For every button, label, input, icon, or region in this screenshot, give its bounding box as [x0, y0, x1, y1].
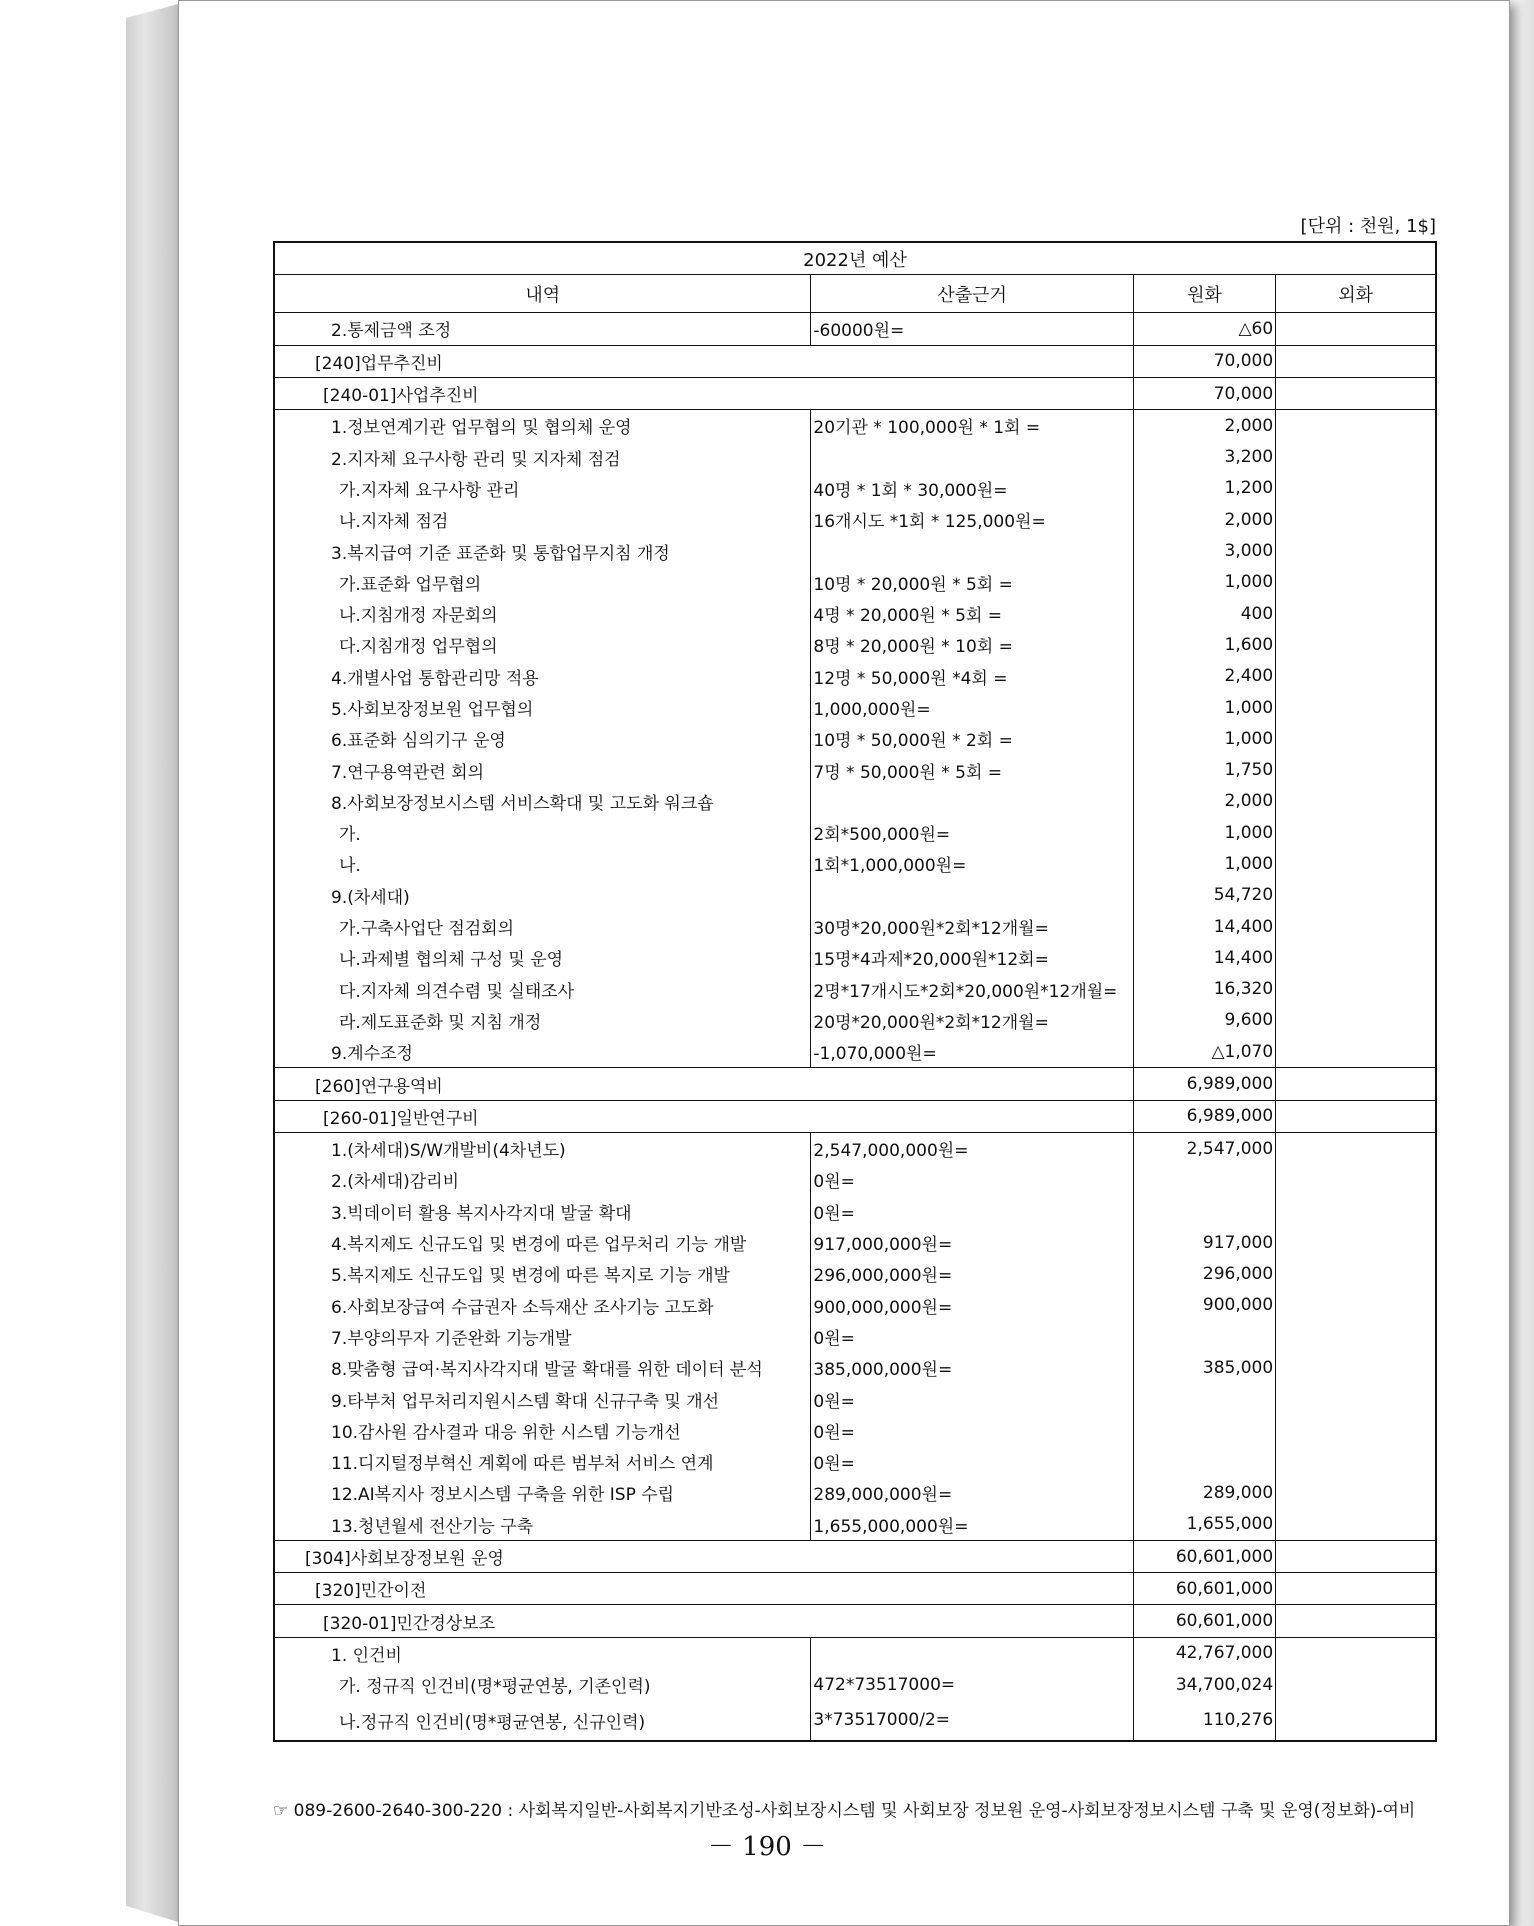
budget-table	[273, 241, 1437, 1742]
row-fx	[1276, 1605, 1436, 1637]
row-basis: 4명 * 20,000원 * 5회 =	[811, 598, 1134, 629]
table-row	[274, 1700, 1436, 1741]
row-fx	[1276, 1164, 1436, 1195]
row-desc: 4.개별사업 통합관리망 적용	[274, 661, 811, 692]
row-krw: 54,720	[1133, 880, 1275, 911]
row-fx	[1276, 1100, 1436, 1132]
row-desc: 9.타부처 업무처리지원시스템 확대 신규구축 및 개선	[274, 1383, 811, 1414]
row-krw: 60,601,000	[1133, 1605, 1275, 1637]
row-fx	[1276, 1036, 1436, 1068]
row-fx	[1276, 754, 1436, 785]
row-basis	[811, 880, 1134, 911]
table-row	[274, 1415, 1436, 1446]
table-row	[274, 535, 1436, 566]
row-basis: 0원=	[811, 1196, 1134, 1227]
row-fx	[1276, 911, 1436, 942]
row-basis: 900,000,000원=	[811, 1290, 1134, 1321]
row-fx	[1276, 1352, 1436, 1383]
row-basis	[811, 786, 1134, 817]
row-fx	[1276, 723, 1436, 754]
row-basis	[811, 441, 1134, 472]
row-desc: 7.연구용역관련 회의	[274, 754, 811, 785]
table-row	[274, 1258, 1436, 1289]
row-fx	[1276, 504, 1436, 535]
row-desc: 3.복지급여 기준 표준화 및 통합업무지침 개정	[274, 535, 811, 566]
row-desc: 다.지자체 의견수렴 및 실태조사	[274, 974, 811, 1005]
table-row	[274, 1133, 1436, 1165]
row-fx	[1276, 1290, 1436, 1321]
row-fx	[1276, 629, 1436, 660]
row-krw: 385,000	[1133, 1352, 1275, 1383]
table-row	[274, 1573, 1436, 1605]
page-number: － 190 －	[707, 1832, 827, 1862]
row-fx	[1276, 598, 1436, 629]
row-krw: 14,400	[1133, 911, 1275, 942]
row-fx	[1276, 567, 1436, 598]
row-fx	[1276, 1258, 1436, 1289]
row-krw: 1,000	[1133, 723, 1275, 754]
row-fx	[1276, 1196, 1436, 1227]
row-krw: △1,070	[1133, 1036, 1275, 1068]
row-desc: 다.지침개정 업무협의	[274, 629, 811, 660]
table-row	[274, 629, 1436, 660]
table-row	[274, 942, 1436, 973]
row-krw: 60,601,000	[1133, 1540, 1275, 1572]
row-desc: [260]연구용역비	[274, 1068, 1133, 1100]
row-basis: 0원=	[811, 1446, 1134, 1477]
row-desc: 8.사회보장정보시스템 서비스확대 및 고도화 워크숍	[274, 786, 811, 817]
row-krw: 1,600	[1133, 629, 1275, 660]
row-krw: 1,000	[1133, 692, 1275, 723]
row-krw	[1133, 1383, 1275, 1414]
row-basis: 30명*20,000원*2회*12개월=	[811, 911, 1134, 942]
row-krw: 6,989,000	[1133, 1100, 1275, 1132]
row-basis: 472*73517000=	[811, 1669, 1134, 1700]
unit-note: [단위 : 천원, 1$]	[1300, 216, 1436, 237]
row-fx	[1276, 1509, 1436, 1541]
row-desc: 가.구축사업단 점검회의	[274, 911, 811, 942]
row-krw	[1133, 1415, 1275, 1446]
row-desc: 2.지자체 요구사항 관리 및 지자체 점검	[274, 441, 811, 472]
table-row	[274, 1290, 1436, 1321]
row-basis: 0원=	[811, 1383, 1134, 1414]
row-basis: 1,655,000,000원=	[811, 1509, 1134, 1541]
table-row	[274, 1227, 1436, 1258]
row-fx	[1276, 661, 1436, 692]
row-basis: 289,000,000원=	[811, 1477, 1134, 1508]
row-desc: [240-01]사업추진비	[274, 377, 1133, 409]
row-basis: 40명 * 1회 * 30,000원=	[811, 473, 1134, 504]
row-basis	[811, 1637, 1134, 1669]
table-row	[274, 1068, 1436, 1100]
row-desc: 가. 정규직 인건비(명*평균연봉, 기존인력)	[274, 1669, 811, 1700]
row-fx	[1276, 1637, 1436, 1669]
header-desc: 내역	[274, 275, 811, 313]
table-row	[274, 848, 1436, 879]
row-desc: 가.	[274, 817, 811, 848]
table-row	[274, 723, 1436, 754]
row-basis: 3*73517000/2=	[811, 1700, 1134, 1741]
row-krw: 289,000	[1133, 1477, 1275, 1508]
row-desc: 나.지자체 점검	[274, 504, 811, 535]
row-fx	[1276, 817, 1436, 848]
row-desc: [320]민간이전	[274, 1573, 1133, 1605]
table-row	[274, 817, 1436, 848]
row-desc: 13.청년월세 전산기능 구축	[274, 1509, 811, 1541]
row-krw: 70,000	[1133, 377, 1275, 409]
row-desc: 2.통제금액 조정	[274, 313, 811, 345]
row-fx	[1276, 1415, 1436, 1446]
row-desc: 12.AI복지사 정보시스템 구축을 위한 ISP 수립	[274, 1477, 811, 1508]
row-desc: 가.지자체 요구사항 관리	[274, 473, 811, 504]
row-desc: 1. 인건비	[274, 1637, 811, 1669]
table-row	[274, 410, 1436, 442]
row-desc: 나.지침개정 자문회의	[274, 598, 811, 629]
row-desc: 가.표준화 업무협의	[274, 567, 811, 598]
row-krw: 1,000	[1133, 817, 1275, 848]
row-desc: 5.복지제도 신규도입 및 변경에 따른 복지로 기능 개발	[274, 1258, 811, 1289]
row-basis: 15명*4과제*20,000원*12회=	[811, 942, 1134, 973]
row-desc: 9.(차세대)	[274, 880, 811, 911]
row-fx	[1276, 345, 1436, 377]
row-desc: 4.복지제도 신규도입 및 변경에 따른 업무처리 기능 개발	[274, 1227, 811, 1258]
footnote: ☞ 089-2600-2640-300-220 : 사회복지일반-사회복지기반조성-사회보장시스템 및 사회보장 정보원 운영-사회보장정보시스템 구축 및 운영(정보화)-여비	[273, 1801, 1416, 1821]
row-desc: 6.사회보장급여 수급권자 소득재산 조사기능 고도화	[274, 1290, 811, 1321]
row-krw: 16,320	[1133, 974, 1275, 1005]
row-krw: 1,655,000	[1133, 1509, 1275, 1541]
next-page-edge	[1506, 0, 1534, 1926]
row-fx	[1276, 313, 1436, 345]
table-row	[274, 1321, 1436, 1352]
table-row	[274, 754, 1436, 785]
row-fx	[1276, 410, 1436, 442]
table-row	[274, 786, 1436, 817]
row-basis: 10명 * 20,000원 * 5회 =	[811, 567, 1134, 598]
row-basis: -60000원=	[811, 313, 1134, 345]
table-row	[274, 377, 1436, 409]
row-krw: 9,600	[1133, 1005, 1275, 1036]
table-row	[274, 1477, 1436, 1508]
table-row	[274, 345, 1436, 377]
book-spine	[126, 4, 178, 1922]
table-row	[274, 441, 1436, 472]
row-desc: 10.감사원 감사결과 대응 위한 시스템 기능개선	[274, 1415, 811, 1446]
row-desc: 3.빅데이터 활용 복지사각지대 발굴 확대	[274, 1196, 811, 1227]
table-row	[274, 1036, 1436, 1068]
row-basis: 10명 * 50,000원 * 2회 =	[811, 723, 1134, 754]
row-basis: 20명*20,000원*2회*12개월=	[811, 1005, 1134, 1036]
row-basis	[811, 535, 1134, 566]
row-basis: 1,000,000원=	[811, 692, 1134, 723]
row-desc: 라.제도표준화 및 지침 개정	[274, 1005, 811, 1036]
table-row	[274, 1637, 1436, 1669]
row-desc: 나.정규직 인건비(명*평균연봉, 신규인력)	[274, 1700, 811, 1741]
row-basis: 8명 * 20,000원 * 10회 =	[811, 629, 1134, 660]
row-fx	[1276, 535, 1436, 566]
row-basis: 917,000,000원=	[811, 1227, 1134, 1258]
row-basis: 2회*500,000원=	[811, 817, 1134, 848]
row-krw: 110,276	[1133, 1700, 1275, 1741]
row-fx	[1276, 1669, 1436, 1700]
row-fx	[1276, 1321, 1436, 1352]
row-fx	[1276, 1477, 1436, 1508]
row-fx	[1276, 974, 1436, 1005]
row-basis: 7명 * 50,000원 * 5회 =	[811, 754, 1134, 785]
row-desc: 11.디지털정부혁신 계획에 따른 범부처 서비스 연계	[274, 1446, 811, 1477]
row-fx	[1276, 848, 1436, 879]
table-row	[274, 1446, 1436, 1477]
row-fx	[1276, 1540, 1436, 1572]
row-desc: [304]사회보장정보원 운영	[274, 1540, 1133, 1572]
row-krw: 2,400	[1133, 661, 1275, 692]
row-krw: 14,400	[1133, 942, 1275, 973]
row-basis: -1,070,000원=	[811, 1036, 1134, 1068]
row-krw: 917,000	[1133, 1227, 1275, 1258]
row-krw: 34,700,024	[1133, 1669, 1275, 1700]
table-row	[274, 504, 1436, 535]
row-basis: 296,000,000원=	[811, 1258, 1134, 1289]
budget-body	[274, 313, 1436, 1742]
row-desc: 8.맞춤형 급여·복지사각지대 발굴 확대를 위한 데이터 분석	[274, 1352, 811, 1383]
row-fx	[1276, 692, 1436, 723]
row-desc: 7.부양의무자 기준완화 기능개발	[274, 1321, 811, 1352]
row-krw: 42,767,000	[1133, 1637, 1275, 1669]
row-fx	[1276, 1068, 1436, 1100]
row-fx	[1276, 786, 1436, 817]
row-krw: 1,750	[1133, 754, 1275, 785]
table-row	[274, 1540, 1436, 1572]
row-krw: 70,000	[1133, 345, 1275, 377]
row-krw: 2,000	[1133, 786, 1275, 817]
table-row	[274, 1605, 1436, 1637]
table-row	[274, 1005, 1436, 1036]
row-desc: 2.(차세대)감리비	[274, 1164, 811, 1195]
row-krw: 2,547,000	[1133, 1133, 1275, 1165]
row-basis: 0원=	[811, 1321, 1134, 1352]
table-title: 2022년 예산	[274, 242, 1436, 275]
row-krw: 3,200	[1133, 441, 1275, 472]
row-basis: 2,547,000,000원=	[811, 1133, 1134, 1165]
header-basis: 산출근거	[811, 275, 1134, 313]
row-desc: 5.사회보장정보원 업무협의	[274, 692, 811, 723]
row-basis: 2명*17개시도*2회*20,000원*12개월=	[811, 974, 1134, 1005]
header-fx: 외화	[1276, 275, 1436, 313]
table-row	[274, 1196, 1436, 1227]
row-fx	[1276, 1383, 1436, 1414]
table-row	[274, 567, 1436, 598]
row-krw: 1,000	[1133, 848, 1275, 879]
row-desc: 나.	[274, 848, 811, 879]
row-fx	[1276, 1446, 1436, 1477]
row-basis: 0원=	[811, 1164, 1134, 1195]
row-krw: 296,000	[1133, 1258, 1275, 1289]
row-fx	[1276, 1133, 1436, 1165]
row-krw	[1133, 1164, 1275, 1195]
row-basis: 385,000,000원=	[811, 1352, 1134, 1383]
row-fx	[1276, 1227, 1436, 1258]
table-row	[274, 1669, 1436, 1700]
row-fx	[1276, 377, 1436, 409]
table-row	[274, 880, 1436, 911]
table-row	[274, 313, 1436, 345]
row-krw: 400	[1133, 598, 1275, 629]
row-fx	[1276, 1700, 1436, 1741]
row-desc: [240]업무추진비	[274, 345, 1133, 377]
row-krw: 2,000	[1133, 504, 1275, 535]
table-row	[274, 1164, 1436, 1195]
row-krw: 1,000	[1133, 567, 1275, 598]
row-basis: 12명 * 50,000원 *4회 =	[811, 661, 1134, 692]
row-fx	[1276, 441, 1436, 472]
header-krw: 원화	[1133, 275, 1275, 313]
row-desc: [260-01]일반연구비	[274, 1100, 1133, 1132]
row-basis: 16개시도 *1회 * 125,000원=	[811, 504, 1134, 535]
table-row	[274, 598, 1436, 629]
row-desc: 9.계수조정	[274, 1036, 811, 1068]
row-desc: 1.(차세대)S/W개발비(4차년도)	[274, 1133, 811, 1165]
row-krw	[1133, 1196, 1275, 1227]
table-row	[274, 1509, 1436, 1541]
row-fx	[1276, 942, 1436, 973]
table-row	[274, 911, 1436, 942]
row-krw	[1133, 1446, 1275, 1477]
row-krw: 1,200	[1133, 473, 1275, 504]
row-fx	[1276, 1005, 1436, 1036]
table-row	[274, 1383, 1436, 1414]
row-basis: 0원=	[811, 1415, 1134, 1446]
row-fx	[1276, 473, 1436, 504]
row-krw: 900,000	[1133, 1290, 1275, 1321]
table-row	[274, 1100, 1436, 1132]
row-krw	[1133, 1321, 1275, 1352]
row-desc: 나.과제별 협의체 구성 및 운영	[274, 942, 811, 973]
row-desc: 1.정보연계기관 업무협의 및 협의체 운영	[274, 410, 811, 442]
row-krw: 6,989,000	[1133, 1068, 1275, 1100]
table-row	[274, 473, 1436, 504]
row-fx	[1276, 1573, 1436, 1605]
row-krw: 60,601,000	[1133, 1573, 1275, 1605]
table-row	[274, 1352, 1436, 1383]
row-desc: 6.표준화 심의기구 운영	[274, 723, 811, 754]
row-krw: 3,000	[1133, 535, 1275, 566]
row-desc: [320-01]민간경상보조	[274, 1605, 1133, 1637]
row-krw: △60	[1133, 313, 1275, 345]
row-basis: 1회*1,000,000원=	[811, 848, 1134, 879]
table-row	[274, 661, 1436, 692]
table-row	[274, 974, 1436, 1005]
row-krw: 2,000	[1133, 410, 1275, 442]
row-basis: 20기관 * 100,000원 * 1회 =	[811, 410, 1134, 442]
table-row	[274, 692, 1436, 723]
row-fx	[1276, 880, 1436, 911]
